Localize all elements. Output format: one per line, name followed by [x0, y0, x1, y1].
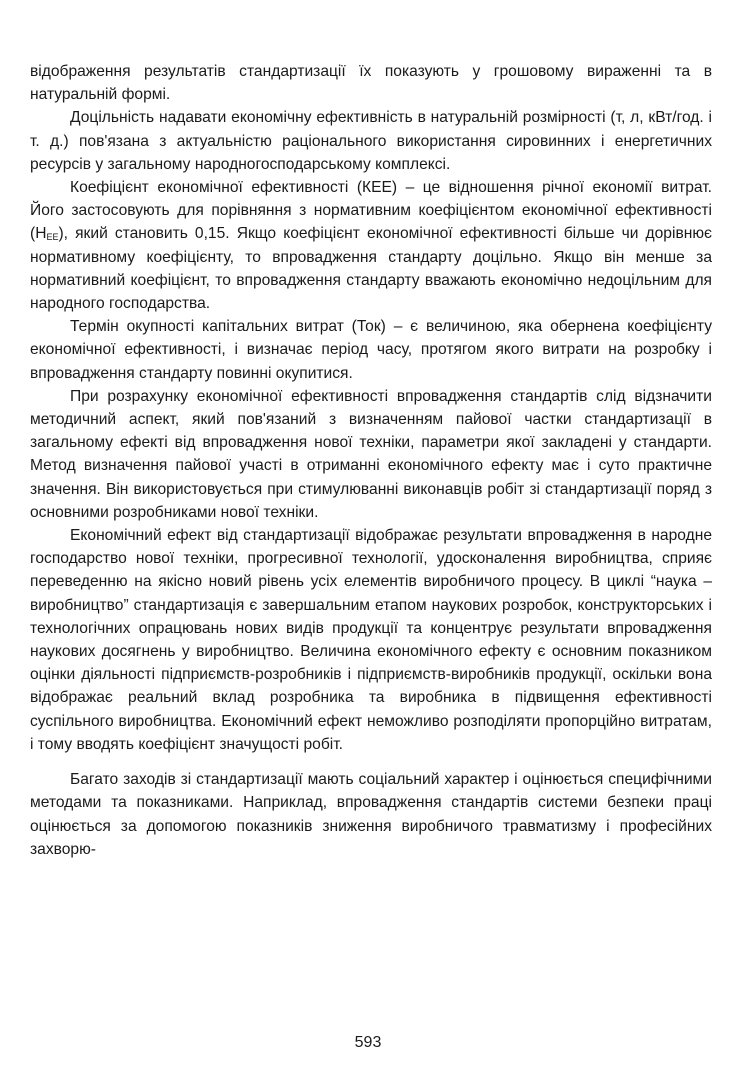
- paragraph-7: Багато заходів зі стандартизації мають соціальний характер і оцінюється специфічними методами та показниками. Наприклад, впровадження стандартів системи безпеки праці оцінюється за допомогою показників зниження виробничого травматизму і професійних захворю-: [30, 771, 712, 858]
- paragraph-5: При розрахунку економічної ефективності впровадження стандартів слід відзначити методичний аспект, який пов'язаний з визначенням пайової частки стандартизації в загальному ефекті від впровадження нової техніки, параметри якої закладені у стандарти. Метод визначення пайової участі в отриманні економічного ефекту має і суто практичне значення. Він використовується при стимулюванні виконавців робіт зі стандартизації поряд з основними розробниками нової техніки.: [30, 387, 712, 521]
- paragraph-1: відображення результатів стандартизації їх показують у грошовому вираженні та в натуральній формі.: [30, 63, 712, 104]
- paragraph-2: Доцільність надавати економічну ефективність в натуральній розмірності (т, л, кВт/год. і т. д.) пов'язана з актуальністю раціонального використання сировинних і енергетичних ресурсів у загальному народногосподарському комплексі.: [30, 109, 712, 173]
- paragraph-3-part-2: ), який становить 0,15. Якщо коефіцієнт економічної ефективності більше чи дорівнює нормативному коефіцієнту, то впровадження стандарту доцільно. Якщо він менше за нормативний коефіцієнт, то впровадження стандарту вважають економічно недоцільним для народного господарства.: [30, 225, 712, 313]
- page-text: [30, 60, 712, 861]
- paragraph-6: Економічний ефект від стандартизації відображає результати впровадження в народне господарство нової техніки, прогресивної технології, удосконалення виробництва, сприяє переведенню на якісно новий рівень усіх елементів виробничого процесу. В циклі “наука – виробництво” стандартизація є завершальним етапом наукових розробок, конструкторських і технологічних опрацювань нових видів продукції та концентрує результати впровадження наукових досягнень у виробництво. Величина економічного ефекту є основним показником оцінки діяльності підприємств-розробників і підприємств-виробників продукції, оскільки вона відображає реальний вклад розробника та виробника в підвищення ефективності суспільного виробництва. Економічний ефект неможливо розподіляти пропорційно витратам, і тому вводять коефіцієнт значущості робіт.: [30, 527, 712, 753]
- paragraph-3-part-1: Коефіцієнт економічної ефективності (КЕЕ) – це відношення річної економії витрат. Його застосовують для порівняння з нормативним коефіцієнтом економічної ефективності (Н: [30, 179, 712, 243]
- subscript-ee: EE: [46, 232, 59, 243]
- paragraph-4: Термін окупності капітальних витрат (Ток) – є величиною, яка обернена коефіцієнту економічної ефективності, і визначає період часу, протягом якого витрати на розробку і впровадження стандарту повинні окупитися.: [30, 318, 712, 382]
- paragraph-3: [30, 176, 712, 315]
- page-number: 593: [354, 1034, 382, 1051]
